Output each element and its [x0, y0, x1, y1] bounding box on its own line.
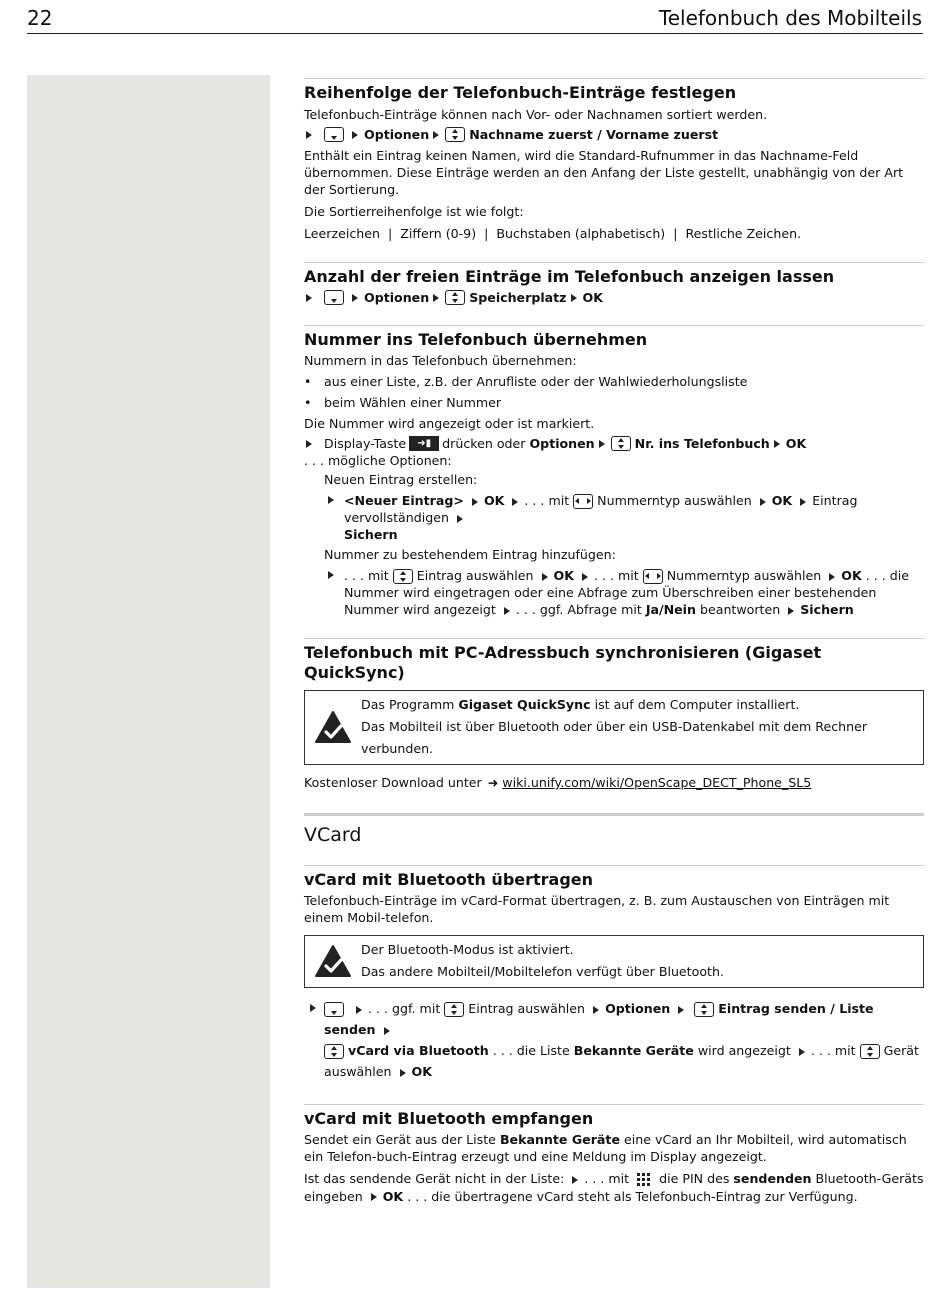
step-text: . . . mit	[524, 493, 570, 508]
arrow-icon	[433, 131, 439, 139]
note-line: Das andere Mobilteil/Mobiltelefon verfügt über Bluetooth.	[361, 964, 724, 979]
list-item: • aus einer Liste, z.B. der Anrufliste oder der Wahlwiederholungsliste	[304, 373, 924, 390]
note-text: ist auf dem Computer installiert.	[594, 697, 800, 712]
phonebook-display-key-icon: ➜▮	[409, 436, 439, 451]
step-arrow-icon	[328, 571, 334, 579]
paragraph: Nummern in das Telefonbuch übernehmen:	[304, 353, 577, 368]
link-arrow-icon: ➜	[487, 775, 499, 790]
instruction-substep-add	[344, 567, 924, 618]
control-key-down-icon	[324, 1002, 344, 1017]
arrow-icon	[504, 607, 510, 615]
arrow-icon	[799, 1048, 805, 1056]
control-key-updown-icon	[444, 1002, 464, 1017]
control-key-updown-icon	[324, 1044, 344, 1059]
menu-label: OK	[483, 493, 505, 508]
arrow-icon	[433, 294, 439, 302]
main-content	[304, 78, 924, 1205]
step-text: beantworten	[699, 602, 781, 617]
menu-label: OK	[411, 1064, 432, 1079]
menu-label: Bekannte Geräte	[573, 1043, 694, 1058]
download-line	[304, 774, 924, 791]
header-rule	[27, 33, 923, 34]
note-line	[361, 694, 923, 716]
paragraph: Telefonbuch-Einträge können nach Vor- oder Nachnamen sortiert werden.	[304, 107, 768, 122]
step-text: Display-Taste	[324, 436, 407, 451]
step-arrow-icon	[310, 1004, 316, 1012]
menu-label: OK	[553, 568, 574, 583]
control-key-updown-icon	[445, 290, 465, 305]
step-text: Nummerntyp auswählen	[666, 568, 822, 583]
paragraph	[304, 1170, 924, 1205]
side-margin-panel	[27, 75, 270, 1288]
instruction-step	[304, 126, 924, 143]
control-key-updown-icon	[393, 569, 413, 584]
step-arrow-icon	[306, 131, 312, 139]
arrow-icon	[371, 1193, 377, 1201]
arrow-icon	[593, 1006, 599, 1014]
menu-label: Sichern	[800, 602, 854, 617]
section-title-copy-number: Nummer ins Telefonbuch übernehmen	[304, 330, 648, 349]
paragraph: Enthält ein Eintrag keinen Namen, wird die Standard-Rufnummer in das Nachname-Feld übernommen. Diese Einträge werden an den Anfang der Liste gestellt, unabhängig von der Art der Sortierung.	[304, 148, 904, 197]
control-key-leftright-icon	[643, 569, 663, 584]
step-text: Nummerntyp auswählen	[597, 493, 752, 508]
step-text: Eintrag vervollständigen	[344, 493, 858, 525]
paragraph-text: Bluetooth-Geräts eingeben	[304, 1171, 924, 1204]
menu-label: OK	[382, 1188, 404, 1204]
keypad-icon	[636, 1172, 652, 1188]
section-rule	[304, 1104, 924, 1105]
paragraph-text: . . . die übertragene vCard steht als Telefonbuch-Eintrag zur Verfügung.	[407, 1188, 858, 1204]
note-line: Das Mobilteil ist über Bluetooth oder über ein USB-Datenkabel mit dem Rechner verbunden.	[361, 719, 868, 756]
menu-label: OK	[582, 290, 603, 305]
section-title-vcard-receive: vCard mit Bluetooth empfangen	[304, 1109, 594, 1128]
step-text: . . . ggf. Abfrage mit	[515, 602, 642, 617]
arrow-icon	[384, 1027, 390, 1035]
step-text: wird angezeigt	[697, 1043, 791, 1058]
arrow-icon	[571, 294, 577, 302]
menu-label: Optionen	[529, 436, 595, 451]
step-text: Eintrag auswählen	[416, 568, 534, 583]
menu-label: Nachname zuerst / Vorname zuerst	[469, 127, 719, 142]
step-arrow-icon	[306, 440, 312, 448]
section-rule	[304, 638, 924, 639]
step-text: . . . mit	[344, 568, 389, 583]
arrow-icon	[582, 573, 588, 581]
download-link[interactable]: wiki.unify.com/wiki/OpenScape_DECT_Phone_SL5	[502, 775, 812, 790]
paragraph-text: die PIN des	[659, 1171, 730, 1186]
chapter-rule	[304, 813, 924, 816]
step-text: . . . die Nummer wird eingetragen oder eine Abfrage zum Überschreiben einer bestehenden Nummer wird angezeigt	[344, 568, 910, 617]
step-text: drücken oder	[442, 436, 526, 451]
prerequisite-check-icon	[305, 710, 361, 744]
instruction-substep-new	[344, 492, 924, 543]
instruction-step	[304, 435, 924, 469]
control-key-updown-icon	[445, 127, 465, 142]
menu-label: Optionen	[364, 290, 430, 305]
arrow-icon	[352, 131, 358, 139]
menu-label: Sichern	[344, 527, 398, 542]
paragraph	[304, 1131, 924, 1165]
section-title-quicksync: Telefonbuch mit PC-Adressbuch synchronisieren (Gigaset QuickSync)	[304, 643, 822, 682]
arrow-icon	[800, 498, 806, 506]
chapter-title-vcard: VCard	[304, 824, 362, 846]
prerequisite-check-icon	[305, 944, 361, 978]
control-key-updown-icon	[860, 1044, 880, 1059]
page-number: 22	[27, 6, 53, 30]
arrow-icon	[400, 1069, 406, 1077]
paragraph: Die Nummer wird angezeigt oder ist markiert.	[304, 416, 595, 431]
menu-label: vCard via Bluetooth	[348, 1043, 489, 1058]
arrow-icon	[472, 498, 478, 506]
arrow-icon	[678, 1006, 684, 1014]
step-text: Eintrag auswählen	[468, 1001, 586, 1016]
control-key-updown-icon	[611, 436, 631, 451]
section-title-vcard-send: vCard mit Bluetooth übertragen	[304, 870, 594, 889]
step-text: Gerät auswählen	[324, 1043, 919, 1079]
menu-label: Optionen	[364, 127, 430, 142]
step-text: . . . mit	[594, 568, 639, 583]
paragraph: Neuen Eintrag erstellen:	[324, 472, 478, 487]
paragraph-text: Ist das sendende Gerät nicht in der Liste:	[304, 1171, 565, 1186]
bullet-list	[304, 373, 924, 411]
arrow-icon	[774, 440, 780, 448]
menu-label: Bekannte Geräte	[499, 1132, 620, 1147]
paragraph: Telefonbuch-Einträge im vCard-Format übertragen, z. B. zum Austauschen von Einträgen mit einem Mobil-telefon.	[304, 893, 890, 925]
prerequisite-note	[304, 690, 924, 765]
arrow-icon	[352, 294, 358, 302]
paragraph-text: . . . mit	[584, 1171, 630, 1186]
instruction-step	[324, 998, 924, 1082]
menu-label: OK	[841, 568, 862, 583]
menu-label: OK	[771, 493, 793, 508]
prerequisite-note	[304, 935, 924, 988]
menu-label: OK	[785, 436, 807, 451]
menu-label: Eintrag senden / Liste senden	[324, 1001, 874, 1037]
paragraph: Nummer zu bestehendem Eintrag hinzufügen:	[324, 547, 616, 562]
control-key-leftright-icon	[573, 494, 593, 509]
step-text: . . . die Liste	[492, 1043, 570, 1058]
control-key-updown-icon	[694, 1002, 714, 1017]
step-arrow-icon	[306, 294, 312, 302]
paragraph-text: Sendet ein Gerät aus der Liste	[304, 1132, 496, 1147]
arrow-icon	[542, 573, 548, 581]
page-header-title: Telefonbuch des Mobilteils	[658, 6, 922, 30]
section-rule	[304, 325, 924, 326]
arrow-icon	[512, 498, 518, 506]
menu-label: Nr. ins Telefonbuch	[634, 436, 770, 451]
section-rule	[304, 78, 924, 79]
section-title-free-entries: Anzahl der freien Einträge im Telefonbuch anzeigen lassen	[304, 267, 835, 286]
menu-label: Optionen	[605, 1001, 671, 1016]
menu-label: <Neuer Eintrag>	[344, 493, 464, 508]
menu-label: Ja/Nein	[645, 602, 696, 617]
section-rule	[304, 865, 924, 866]
section-rule	[304, 262, 924, 263]
step-text: . . . ggf. mit	[368, 1001, 441, 1016]
arrow-icon	[788, 607, 794, 615]
arrow-icon	[457, 515, 463, 523]
list-item: • beim Wählen einer Nummer	[304, 394, 924, 411]
paragraph-text: eine vCard an Ihr Mobilteil, wird automatisch ein Telefon-buch-Eintrag erzeugt und eine Meldung im Display angezeigt.	[304, 1132, 907, 1164]
arrow-icon	[572, 1176, 578, 1184]
step-arrow-icon	[328, 496, 334, 504]
emphasis: sendenden	[733, 1171, 812, 1186]
arrow-icon	[760, 498, 766, 506]
menu-label: Speicherplatz	[469, 290, 567, 305]
control-key-down-icon	[324, 127, 344, 142]
note-program-name: Gigaset QuickSync	[458, 697, 591, 712]
arrow-icon	[356, 1006, 362, 1014]
note-line: Der Bluetooth-Modus ist aktiviert.	[361, 942, 574, 957]
arrow-icon	[829, 573, 835, 581]
instruction-step	[304, 289, 924, 306]
paragraph: Die Sortierreihenfolge ist wie folgt:	[304, 204, 524, 219]
section-title-sort-order: Reihenfolge der Telefonbuch-Einträge festlegen	[304, 83, 737, 102]
control-key-down-icon	[324, 290, 344, 305]
step-text: . . . mit	[810, 1043, 856, 1058]
note-text: Das Programm	[361, 697, 455, 712]
arrow-icon	[599, 440, 605, 448]
download-label: Kostenloser Download unter	[304, 775, 482, 790]
step-text: . . . mögliche Optionen:	[304, 453, 452, 468]
paragraph: Leerzeichen | Ziffern (0-9) | Buchstaben (alphabetisch) | Restliche Zeichen.	[304, 226, 802, 241]
